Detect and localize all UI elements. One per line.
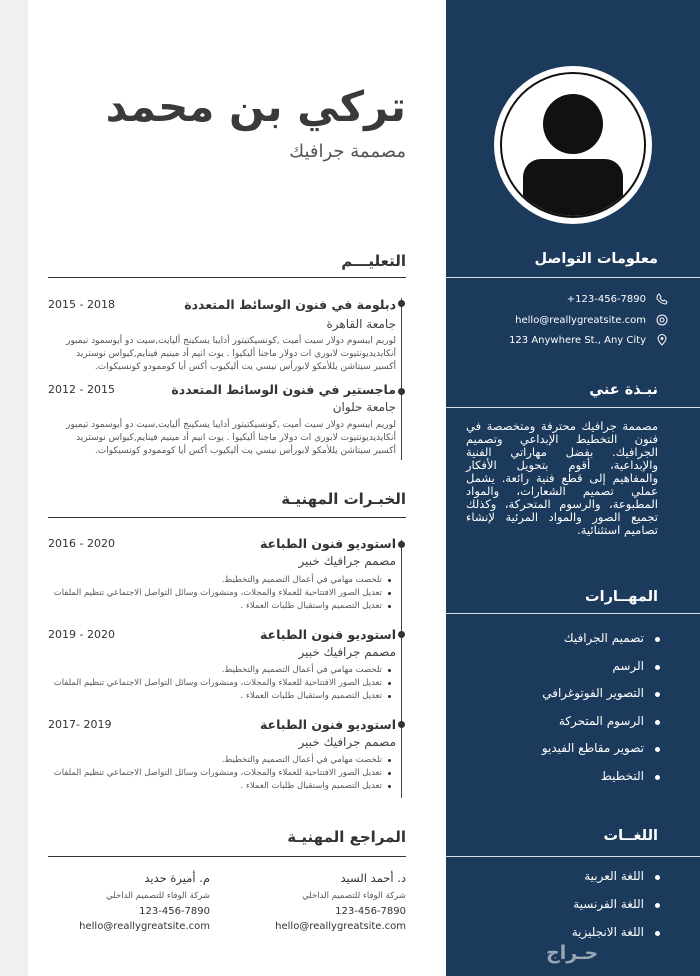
contact-heading: معلومات التواصل (534, 251, 658, 267)
reference-name: د. أحمد السيد (340, 871, 406, 885)
timeline-dot (398, 631, 405, 638)
contact-divider (446, 277, 700, 278)
list-item: اللغة العربية (572, 869, 644, 897)
list-item: التخطيط (542, 769, 644, 797)
education-institution: جامعة القاهرة (326, 317, 396, 331)
reference-company: شركة الوفاء للتصميم الداخلي (106, 891, 210, 901)
experience-role: مصمم جرافيك خبير (298, 735, 396, 749)
experience-role: مصمم جرافيك خبير (298, 554, 396, 568)
reference-phone: 123-456-7890 (335, 906, 406, 917)
person-name: تركي بن محمد (105, 82, 406, 131)
timeline-dot (398, 300, 405, 307)
reference-name: م. أميرة حديد (144, 871, 210, 885)
list-item: اللغة الانجليزية (572, 925, 644, 953)
experience-company: استوديو فنون الطباعة (259, 627, 396, 642)
location-pin-icon (656, 334, 668, 346)
experience-company: استوديو فنون الطباعة (259, 536, 396, 551)
phone-text: +123-456-7890 (566, 293, 646, 305)
list-item: تعديل الصور الافتتاحية للعملاء والمجلات، ومنشورات وسائل التواصل الاجتماعي تنظيم الملفات (42, 767, 382, 780)
reference-company: شركة الوفاء للتصميم الداخلي (302, 891, 406, 901)
list-item: تعديل الصور الافتتاحية للعملاء والمجلات، ومنشورات وسائل التواصل الاجتماعي تنظيم الملفات (42, 677, 382, 690)
experience-date: 2016 - 2020 (48, 537, 115, 550)
avatar (494, 66, 652, 224)
about-heading: نبـذة عني (589, 382, 658, 398)
references-divider (48, 856, 406, 857)
avatar-body (523, 159, 623, 218)
main-column (28, 0, 446, 976)
education-description: لوريم ايبسوم دولار سيت أميت ,كونسيكتيتور أدايبا يسكينج أليايت,سيت دو أيوسمود تيمبور أنكايديديونتيوت لابوري ات دولار ماجنا أليكيوا . يوت انيم أد مينيم فينايم,كيواس نوستريد أكسير سيتاشن يللأمكو لابورأس نيسي يت أليكيوب أكس أيا كوممودو كونسيكوات. (66, 336, 396, 372)
experience-date: 2019 - 2020 (48, 628, 115, 641)
email-text: hello@reallygreatsite.com (515, 314, 646, 326)
list-item: تلخصت مهامي في أعمال التصميم والتخطيط. (42, 574, 382, 587)
phone-icon (656, 293, 668, 305)
experience-role: مصمم جرافيك خبير (298, 645, 396, 659)
list-item: تلخصت مهامي في أعمال التصميم والتخطيط. (42, 754, 382, 767)
list-item: تعديل الصور الافتتاحية للعملاء والمجلات، ومنشورات وسائل التواصل الاجتماعي تنظيم الملفات (42, 587, 382, 600)
skills-heading: المهــارات (585, 589, 658, 605)
about-text: مصممة جرافيك محترفة ومتخصصة في فنون التخطيط الإبداعي وتصميم الجرافيك. بفضل مهاراتي الفنية والإبداعية، أقوم بتحويل الأفكار والمفاهيم إلى قطع فنية رائعة. يشمل عملي تصميم الشعارات، والمواد المطبوعة، والرسوم المتحركة، وكذلك تجميع الصور والمواد المرئية لإنشاء تصاميم استثنائية. (466, 419, 658, 537)
experience-divider (48, 517, 406, 518)
list-item: الرسوم المتحركة (542, 714, 644, 742)
skills-list (542, 631, 644, 796)
education-title: ماجستير في فنون الوسائط المتعددة (171, 382, 396, 397)
education-date: 2015 - 2018 (48, 298, 115, 311)
timeline-dot (398, 541, 405, 548)
timeline-dot (398, 721, 405, 728)
education-heading: التعليـــم (341, 252, 406, 270)
languages-divider (446, 856, 700, 857)
experience-bullets (42, 754, 396, 793)
list-item: التصوير الفوتوغرافي (542, 686, 644, 714)
contact-address (509, 332, 668, 348)
contact-phone[interactable] (567, 291, 668, 307)
reference-phone: 123-456-7890 (139, 906, 210, 917)
list-item: تصميم الجرافيك (542, 631, 644, 659)
list-item: اللغة الفرنسية (572, 897, 644, 925)
timeline-dot (398, 388, 405, 395)
education-description: لوريم ايبسوم دولار سيت أميت ,كونسيكتيتور أدايبا يسكينج أليايت,سيت دو أيوسمود تيمبور أنكايديديونتيوت لابوري ات دولار ماجنا أليكيوا . يوت انيم أد مينيم فينايم,كيواس نوستريد أكسير سيتاشن يللأمكو لابورأس نيسي يت أليكيوب أكس أيا كوممودو كونسيكوات. (66, 420, 396, 456)
about-divider (446, 407, 700, 408)
job-title: مصممة جرافيك (289, 141, 406, 162)
avatar-head (543, 94, 603, 154)
languages-list (572, 869, 644, 953)
list-item: تعديل التصميم واستقبال طلبات العملاء . (42, 690, 382, 703)
experience-timeline (401, 540, 402, 798)
education-date: 2012 - 2015 (48, 383, 115, 396)
list-item: تعديل التصميم واستقبال طلبات العملاء . (42, 780, 382, 793)
languages-heading: اللغــات (603, 828, 658, 844)
experience-bullets (42, 574, 396, 613)
education-divider (48, 277, 406, 278)
contact-email[interactable] (515, 312, 668, 328)
experience-date: 2017- 2019 (48, 718, 112, 731)
experience-company: استوديو فنون الطباعة (259, 717, 396, 732)
watermark: حـراج (546, 942, 599, 964)
experience-bullets (42, 664, 396, 703)
sidebar (446, 0, 700, 976)
list-item: تعديل التصميم واستقبال طلبات العملاء . (42, 600, 382, 613)
references-heading: المراجع المهنيـة (287, 828, 406, 846)
list-item: تصوير مقاطع الفيديو (542, 741, 644, 769)
skills-divider (446, 613, 700, 614)
list-item: تلخصت مهامي في أعمال التصميم والتخطيط. (42, 664, 382, 677)
avatar-placeholder-icon (500, 72, 646, 218)
at-icon (656, 314, 668, 326)
list-item: الرسم (542, 659, 644, 687)
education-title: دبلومة في فنون الوسائط المتعددة (184, 297, 396, 312)
education-institution: جامعة حلوان (332, 400, 396, 414)
reference-email[interactable]: hello@reallygreatsite.com (275, 921, 406, 932)
reference-email[interactable]: hello@reallygreatsite.com (79, 921, 210, 932)
reference-card (275, 871, 406, 932)
education-timeline (401, 298, 402, 460)
experience-heading: الخبـرات المهنيـة (281, 490, 406, 508)
address-text: 123 Anywhere St., Any City (509, 334, 646, 346)
reference-card (79, 871, 210, 932)
